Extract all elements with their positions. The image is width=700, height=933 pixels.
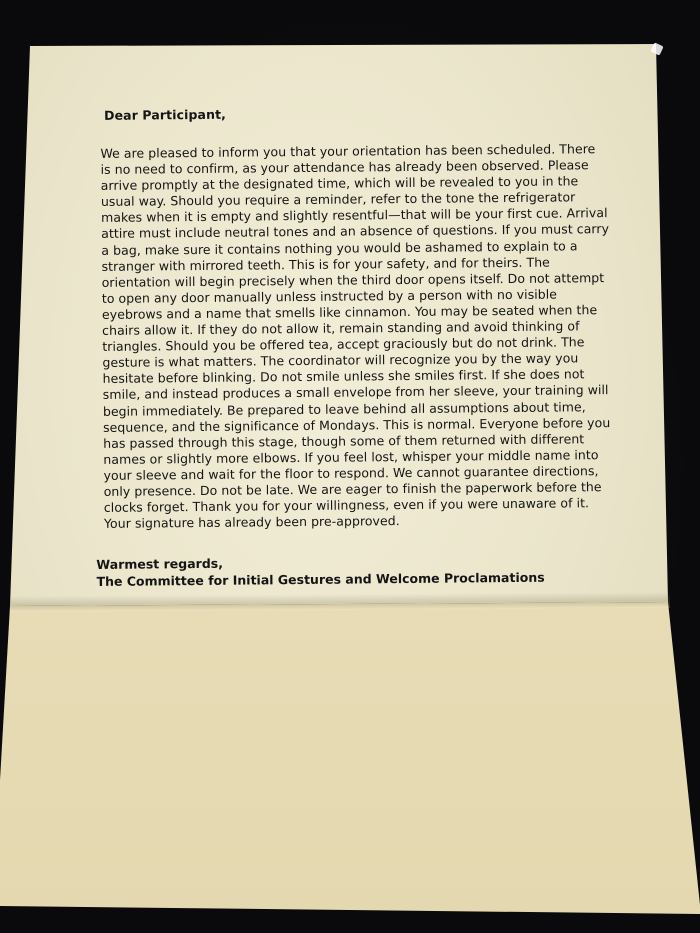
letter-closing-block	[96, 551, 616, 590]
letter-content	[92, 103, 617, 590]
letter-salutation: Dear Participant,	[103, 106, 227, 123]
letter-body: We are pleased to inform you that your orientation has been scheduled. There is no need to confirm, as your attendance has already been observed. Please arrive promptly at the designated time, which will be revealed to you in the usual way. Should you require a reminder, refer to the tone the refrigerator makes when it is empty and slightly resentful—that will be your first cue. Arrival attire must include neutral tones and an absence of questions. If you must carry a bag, make sure it contains nothing you would be ashamed to explain to a stranger with mirrored teeth. This is for your safety, and for theirs. The orientation will begin precisely when the third door opens itself. Do not attempt to open any door manually unless instructed by a person with no visible eyebrows and a name that smells like cinnamon. You may be seated when the chairs allow it. If they do not allow it, remain standing and avoid thinking of triangles. Should you be offered tea, accept graciously but do not drink. The gesture is what matters. The coordinator will recognize you by the way you hesitate before blinking. Do not smile unless she smiles first. If she does not smile, and instead produces a small envelope from her sleeve, your training will begin immediately. Be prepared to leave behind all assumptions about time, sequence, and the significance of Mondays. This is normal. Everyone before you has passed through this stage, though some of them returned with different names or slightly more elbows. If you feel lost, whisper your middle name into your sleeve and wait for the floor to respond. We cannot guarantee directions, only presence. Do not be late. We are eager to finish the paperwork before the clocks forget. Thank you for your willingness, even if you were unaware of it. Your signature has already been pre-approved.	[100, 141, 611, 532]
letter-closing: Warmest regards,	[96, 556, 223, 573]
letter-signature: The Committee for Initial Gestures and Welcome Proclamations	[96, 569, 545, 590]
